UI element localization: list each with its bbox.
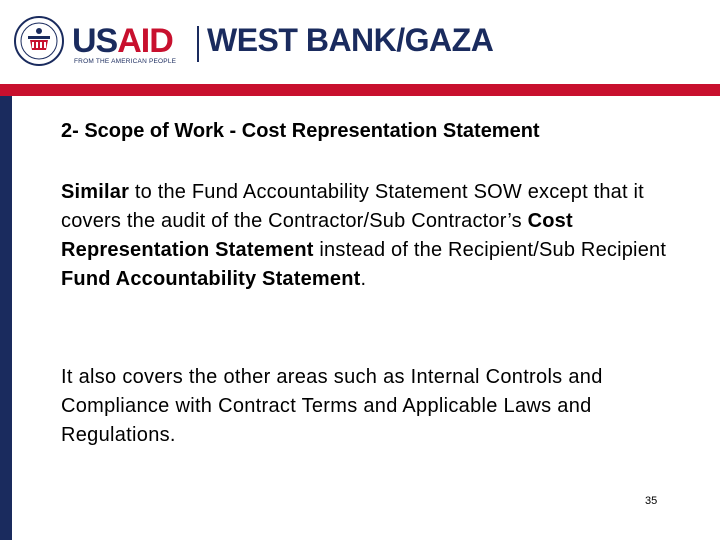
header-bar — [0, 0, 720, 84]
p1-period: . — [360, 268, 367, 290]
logo-divider — [197, 26, 199, 62]
logo-tagline: FROM THE AMERICAN PEOPLE — [74, 58, 177, 65]
logo-aid: AID — [117, 22, 173, 60]
left-navy-stripe — [0, 96, 12, 540]
paragraph-2: It also covers the other areas such as Internal Controls and Compliance with Contract Terms and Applicable Laws and Regulations. — [61, 366, 603, 446]
usaid-seal-icon — [14, 16, 64, 66]
slide-title: 2- Scope of Work - Cost Representation Statement — [61, 120, 540, 142]
p1-bold-fas: Fund Accountability Statement — [61, 268, 361, 290]
logo-us: US — [72, 22, 118, 60]
header-red-stripe — [0, 84, 720, 96]
paragraph-1 — [61, 178, 671, 294]
usaid-logo-text — [72, 22, 173, 60]
p1-text-a: to the Fund Accountability Statement SOW except that it covers the audit of the Contractor/Sub Contractor’s — [61, 181, 644, 232]
p1-bold-similar: Similar — [61, 181, 130, 203]
page-number: 35 — [645, 495, 658, 507]
p1-text-b: instead of the Recipient/Sub Recipient — [313, 239, 667, 261]
p1-bold-crs: Cost Representation Statement — [61, 210, 573, 261]
region-name: WEST BANK/GAZA — [207, 22, 494, 58]
